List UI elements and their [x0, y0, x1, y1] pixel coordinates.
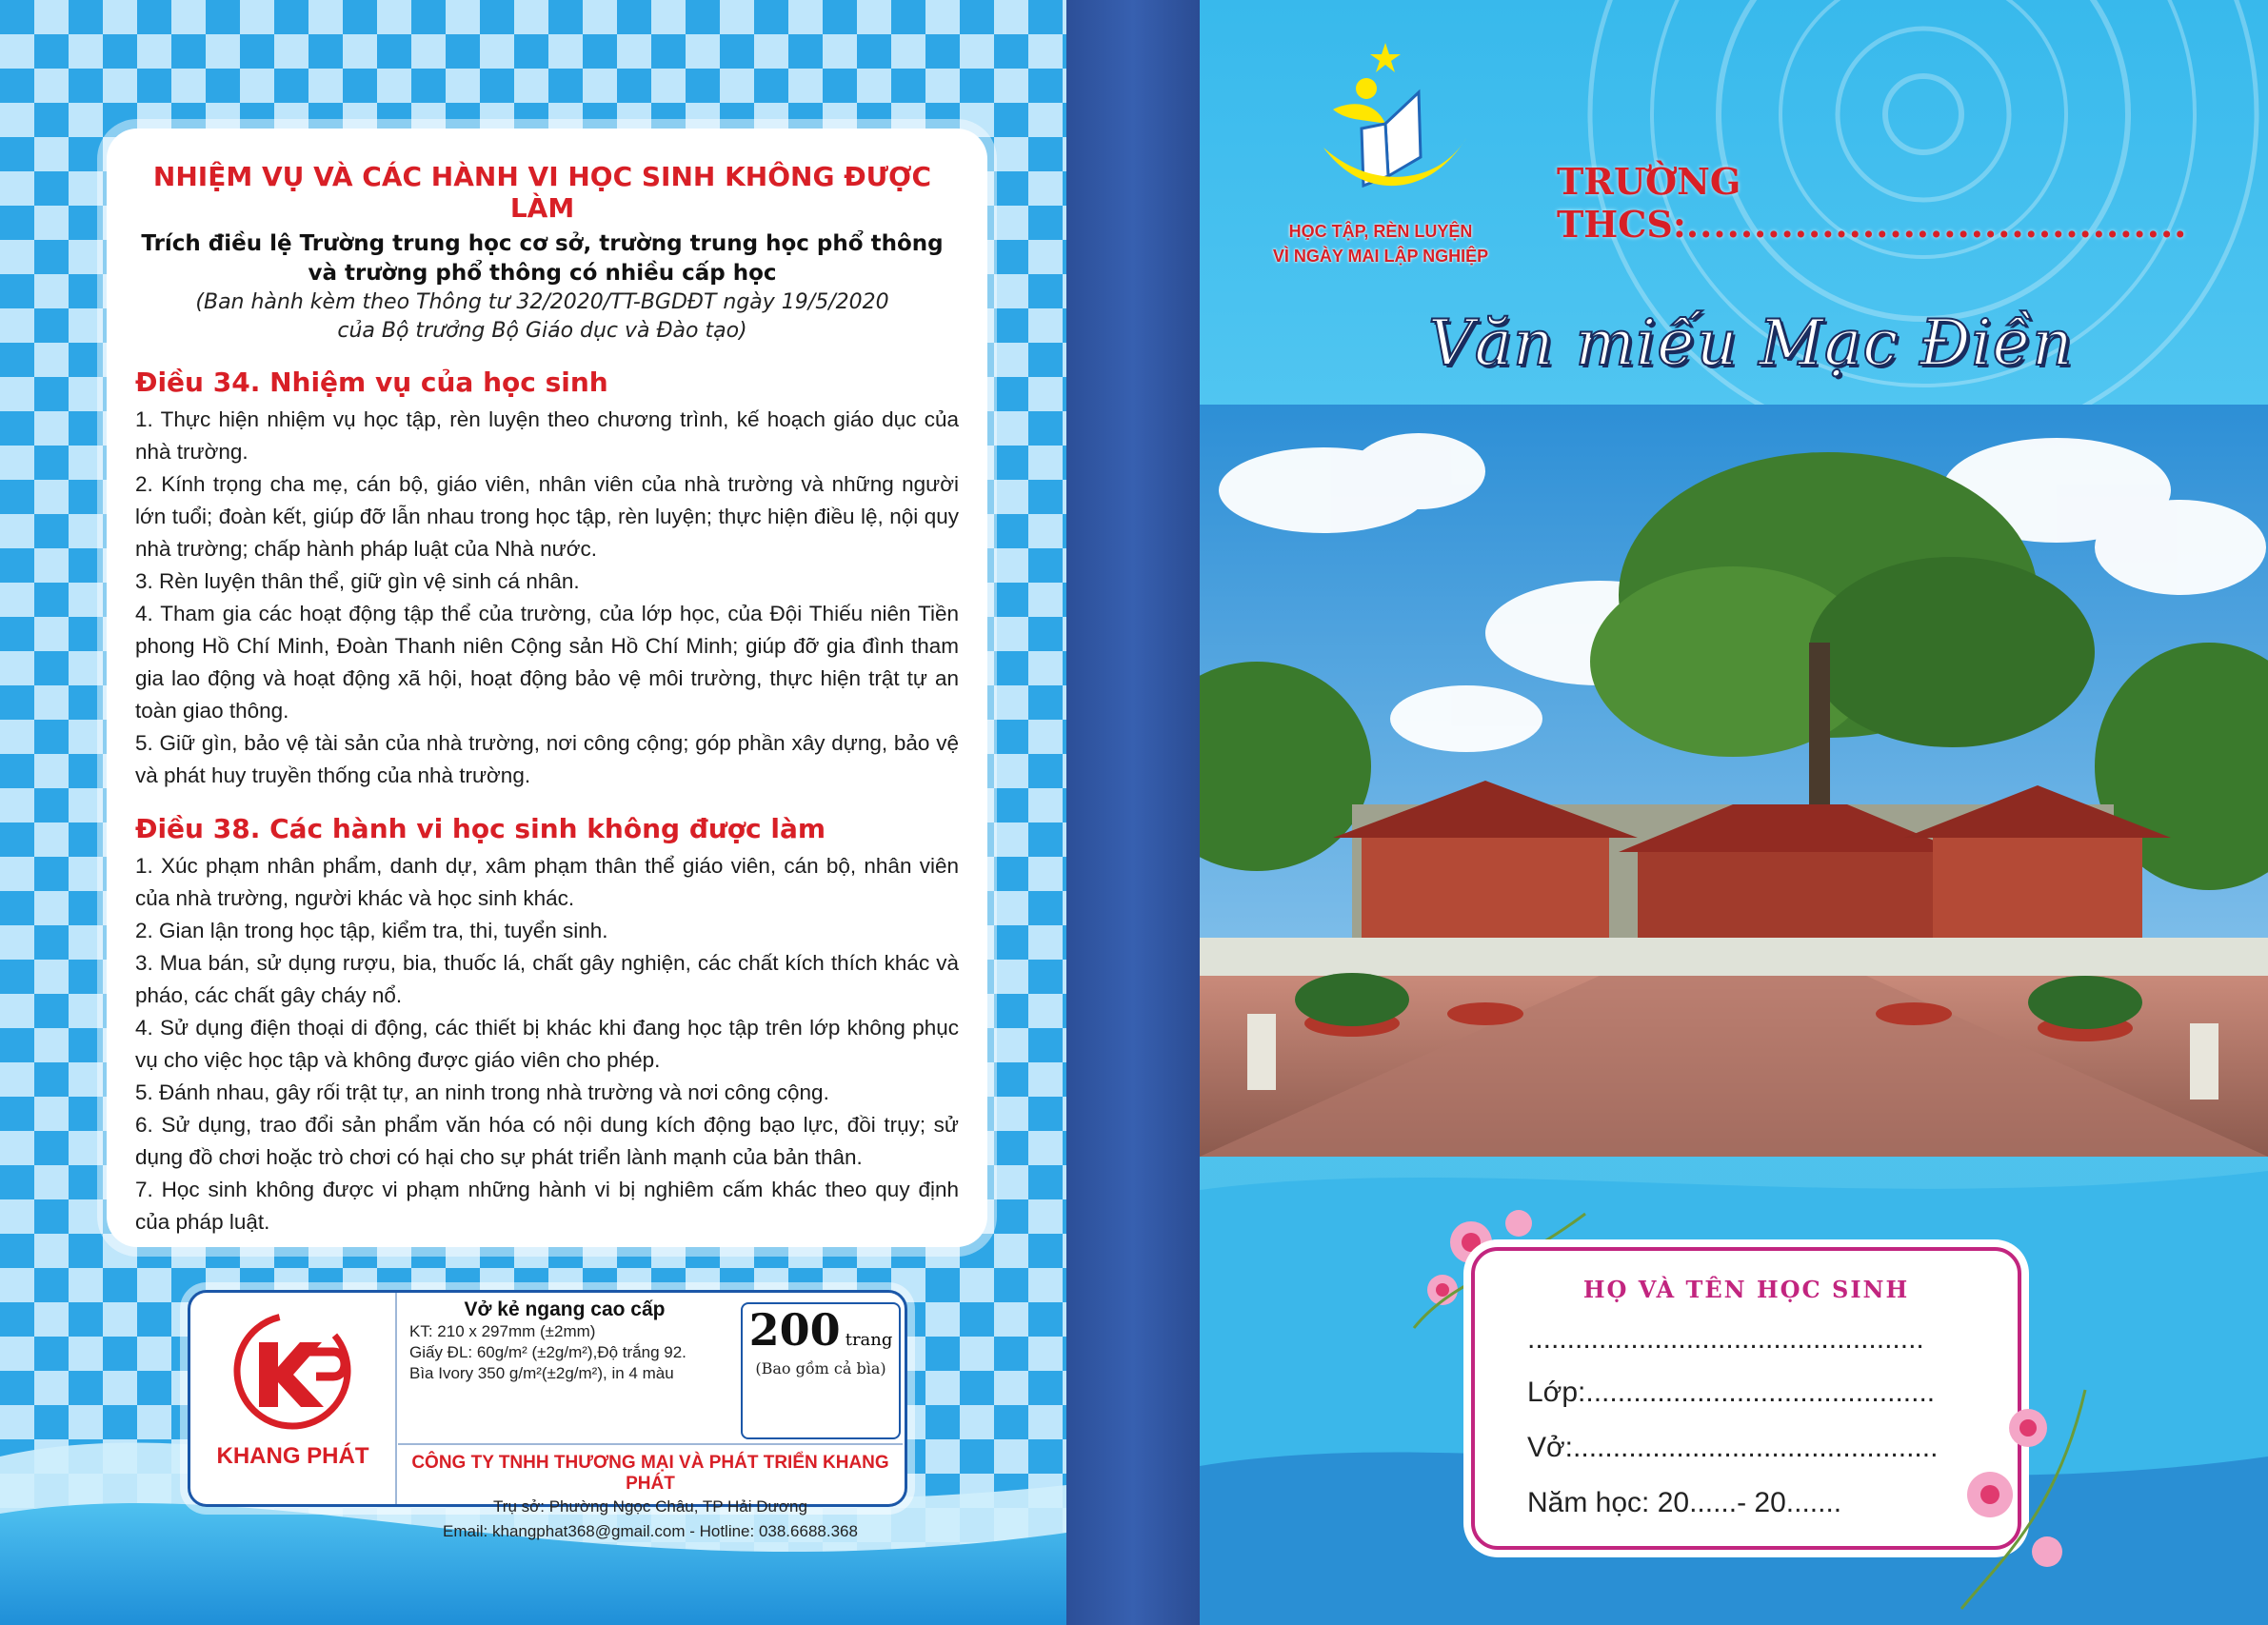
back-cover — [0, 0, 1066, 1625]
school-name-field — [1557, 160, 2268, 246]
school-year-line[interactable]: Năm học: 20......- 20....... — [1527, 1487, 1842, 1518]
cover-title: Văn miếu Mạc Điền — [1428, 307, 2074, 380]
rules-panel — [107, 129, 987, 1247]
company-address: Trụ sở: Phường Ngọc Châu, TP Hải Dương — [493, 1497, 807, 1516]
front-cover — [1200, 0, 2268, 1625]
list-item: 3. Mua bán, sử dụng rượu, bia, thuốc lá, chất gây nghiện, các chất kích thích khác và pháo, các chất gây cháy nổ. — [135, 951, 959, 1007]
list-item: 1. Xúc phạm nhân phẩm, danh dự, xâm phạm thân thể giáo viên, cán bộ, nhân viên của nhà trường, người khác và học sinh khác. — [135, 854, 959, 910]
name-line[interactable]: .................................................. — [1527, 1323, 1924, 1355]
list-item: 6. Sử dụng, trao đổi sản phẩm văn hóa có nội dung kích động bạo lực, đồi trụy; sử dụng đồ chơi hoặc trò chơi có hại cho sự phát triển lành mạnh của bản thân. — [135, 1113, 959, 1169]
school-slogan — [1238, 219, 1523, 268]
company-name: CÔNG TY TNHH THƯƠNG MẠI VÀ PHÁT TRIỂN KHANG PHÁT — [411, 1453, 889, 1494]
company-info — [398, 1443, 903, 1540]
spec-size: KT: 210 x 297mm (±2mm) — [409, 1322, 596, 1340]
article-34-list — [126, 404, 959, 792]
school-dots: ..................................... — [1685, 203, 2188, 246]
rules-title: NHIỆM VỤ VÀ CÁC HÀNH VI HỌC SINH KHÔNG ĐƯỢC LÀM — [152, 161, 932, 224]
flower-decoration-right-icon — [1923, 1371, 2114, 1618]
school-label: TRƯỜNG THCS: — [1557, 160, 1741, 246]
article-34-heading: Điều 34. Nhiệm vụ của học sinh — [135, 367, 608, 398]
notebook-line[interactable]: Vở:.............................................. — [1527, 1432, 1939, 1463]
list-item: 5. Giữ gìn, bảo vệ tài sản của nhà trường, nơi công cộng; góp phần xây dựng, bảo vệ và phát huy truyền thống của nhà trường. — [135, 731, 959, 787]
list-item: 5. Đánh nhau, gây rối trật tự, an ninh trong nhà trường và nơi công cộng. — [135, 1080, 829, 1104]
rules-subtitle-line1: Trích điều lệ Trường trung học cơ sở, trường trung học phổ thông — [141, 231, 944, 256]
article-38-list — [126, 850, 959, 1239]
product-title: Vở kẻ ngang cao cấp — [464, 1298, 666, 1320]
product-info-box — [188, 1290, 907, 1540]
spec-cover: Bìa Ivory 350 g/m²(±2g/m²), in 4 màu — [409, 1364, 674, 1382]
class-line[interactable]: Lớp:............................................ — [1527, 1377, 1936, 1408]
slogan-line1: HỌC TẬP, RÈN LUYỆN — [1288, 222, 1473, 241]
page-count-unit: trang — [845, 1330, 893, 1350]
list-item: 2. Kính trọng cha mẹ, cán bộ, giáo viên, nhân viên của nhà trường và những người lớn tuổi; đoàn kết, giúp đỡ lẫn nhau trong học tập, rèn luyện; thực hiện điều lệ, nội quy nhà trường; chấp hành pháp luật của Nhà nước. — [135, 472, 959, 561]
list-item: 3. Rèn luyện thân thể, giữ gìn vệ sinh cá nhân. — [135, 569, 580, 593]
brand-logo-area — [190, 1293, 397, 1504]
page-count-box — [741, 1302, 901, 1439]
khang-phat-logo-icon — [190, 1293, 395, 1445]
list-item: 2. Gian lận trong học tập, kiểm tra, thi, tuyển sinh. — [135, 919, 608, 942]
page-count-note: (Bao gồm cả bìa) — [755, 1359, 886, 1377]
page-count: 200 — [748, 1304, 841, 1356]
product-spec — [398, 1298, 731, 1441]
name-card-title: HỌ VÀ TÊN HỌC SINH — [1582, 1276, 1910, 1303]
brand-name: KHANG PHÁT — [216, 1443, 369, 1469]
spine — [1066, 0, 1200, 1625]
rules-subtitle-line2: và trường phổ thông có nhiều cấp học — [308, 261, 777, 286]
rules-issued-line2: của Bộ trưởng Bộ Giáo dục và Đào tạo) — [337, 319, 747, 343]
list-item: 4. Tham gia các hoạt động tập thể của trường, của lớp học, của Đội Thiếu niên Tiền phong Hồ Chí Minh, Đoàn Thanh niên Cộng sản Hồ Chí Minh; giúp đỡ gia đình tham gia lao động và hoạt động xã hội, hoạt động bảo vệ môi trường, thực hiện trật tự an toàn giao thông. — [135, 602, 959, 723]
list-item: 4. Sử dụng điện thoại di động, các thiết bị khác khi đang học tập trên lớp không phục vụ cho việc học tập và không được giáo viên cho phép. — [135, 1016, 959, 1072]
spec-paper: Giấy ĐL: 60g/m² (±2g/m²),Độ trắng 92. — [409, 1343, 686, 1361]
list-item: 1. Thực hiện nhiệm vụ học tập, rèn luyện theo chương trình, kế hoạch giáo dục của nhà trường. — [135, 407, 959, 464]
company-contact: Email: khangphat368@gmail.com - Hotline: 038.6688.368 — [443, 1522, 858, 1540]
school-logo-icon — [1295, 33, 1485, 214]
article-38-heading: Điều 38. Các hành vi học sinh không được làm — [135, 813, 826, 844]
temple-photo — [1200, 405, 2268, 1157]
rules-issued-line1: (Ban hành kèm theo Thông tư 32/2020/TT-BGDĐT ngày 19/5/2020 — [195, 290, 889, 314]
slogan-line2: VÌ NGÀY MAI LẬP NGHIỆP — [1272, 247, 1489, 266]
list-item: 7. Học sinh không được vi phạm những hành vi bị nghiêm cấm khác theo quy định của pháp luật. — [135, 1178, 959, 1234]
